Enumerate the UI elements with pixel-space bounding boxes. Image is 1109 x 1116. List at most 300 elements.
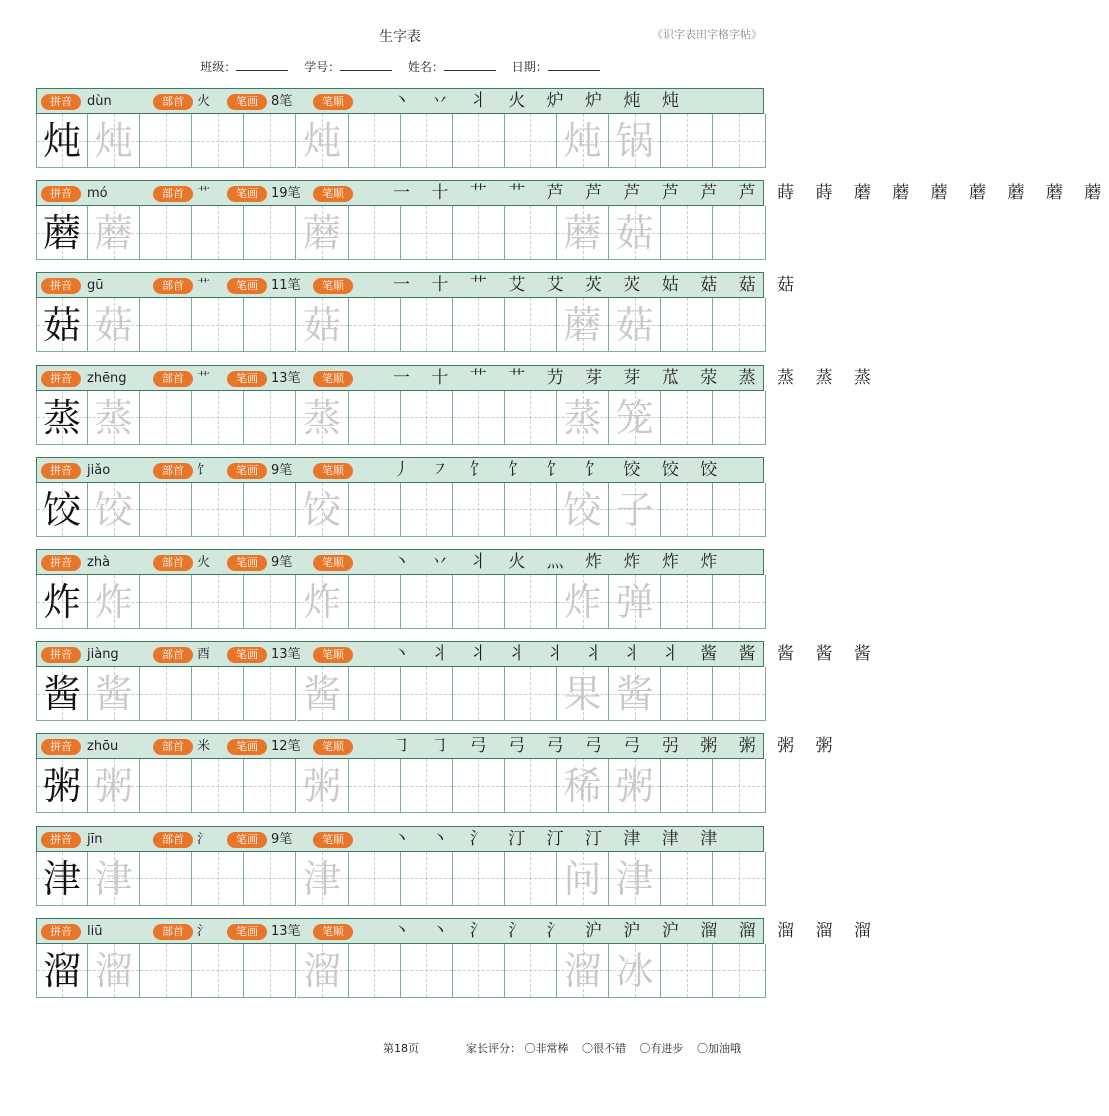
practice-cell[interactable] — [453, 391, 505, 445]
stroke-order-sequence: 一 十 艹 艾 艾 苂 苂 姑 菇 菇 菇 — [393, 275, 803, 296]
pinyin-value: jīn — [87, 831, 103, 847]
practice-cell[interactable] — [609, 391, 661, 445]
practice-cell[interactable] — [297, 667, 349, 721]
practice-cell[interactable] — [297, 391, 349, 445]
stroke-count-label: 笔画 — [227, 647, 267, 663]
stroke-order-label: 笔顺 — [313, 278, 353, 294]
pinyin-label: 拼音 — [41, 278, 81, 294]
trace-char: 酱 — [303, 672, 342, 717]
practice-cell[interactable] — [557, 298, 609, 352]
stroke-order-sequence: 丶 丶 氵 氵 氵 沪 沪 沪 溜 溜 溜 溜 溜 — [393, 920, 879, 941]
practice-cell[interactable] — [140, 298, 192, 352]
stroke-count-label: 笔画 — [227, 555, 267, 571]
practice-cell[interactable] — [349, 759, 401, 813]
pinyin-label: 拼音 — [41, 739, 81, 755]
practice-cell[interactable] — [88, 391, 140, 445]
stroke-count-label: 笔画 — [227, 924, 267, 940]
practice-cell[interactable] — [349, 206, 401, 260]
practice-cell[interactable] — [453, 667, 505, 721]
date-blank[interactable] — [548, 60, 600, 71]
class-blank[interactable] — [236, 60, 288, 71]
stroke-count-label: 笔画 — [227, 278, 267, 294]
word-char-2: 锅 — [615, 119, 654, 163]
practice-cell[interactable] — [713, 391, 766, 445]
practice-cell[interactable] — [36, 667, 88, 721]
pinyin-value: gū — [87, 278, 104, 294]
practice-cell[interactable] — [453, 852, 505, 906]
char-block — [36, 365, 879, 445]
practice-cell[interactable] — [609, 114, 661, 168]
char-block — [36, 457, 766, 537]
practice-cell[interactable] — [297, 114, 349, 168]
char-block — [36, 641, 879, 721]
stroke-order-label: 笔顺 — [313, 463, 353, 479]
model-char: 粥 — [43, 764, 82, 809]
practice-grid — [36, 852, 766, 906]
practice-grid — [36, 298, 766, 352]
char-block — [36, 918, 879, 998]
practice-cell[interactable] — [401, 575, 453, 629]
stroke-order-label: 笔顺 — [313, 924, 353, 940]
practice-cell[interactable] — [505, 483, 557, 537]
practice-cell[interactable] — [244, 114, 296, 168]
practice-cell[interactable] — [140, 483, 192, 537]
practice-cell[interactable] — [192, 944, 244, 998]
word-char-2: 菇 — [615, 303, 654, 348]
pinyin-value: jiǎo — [87, 462, 111, 478]
trace-char: 炖 — [94, 119, 133, 163]
practice-cell[interactable] — [557, 206, 609, 260]
word-char-1: 蘑 — [563, 303, 602, 348]
word-char-2: 酱 — [615, 672, 654, 717]
practice-cell[interactable] — [453, 575, 505, 629]
word-char-1: 蒸 — [563, 395, 602, 440]
practice-cell[interactable] — [661, 944, 713, 998]
practice-cell[interactable] — [88, 944, 140, 998]
student-id-blank[interactable] — [340, 60, 392, 71]
pinyin-value: mó — [87, 186, 108, 202]
word-char-2: 粥 — [615, 764, 654, 809]
radical-label: 部首 — [153, 647, 193, 663]
stroke-order-label: 笔顺 — [313, 94, 353, 110]
practice-cell[interactable] — [88, 575, 140, 629]
practice-cell[interactable] — [713, 759, 766, 813]
practice-cell[interactable] — [557, 944, 609, 998]
radical-label: 部首 — [153, 555, 193, 571]
practice-cell[interactable] — [453, 944, 505, 998]
model-char: 菇 — [43, 303, 82, 348]
practice-grid — [36, 114, 766, 168]
practice-cell[interactable] — [557, 483, 609, 537]
practice-cell[interactable] — [192, 852, 244, 906]
practice-cell[interactable] — [505, 944, 557, 998]
practice-cell[interactable] — [661, 759, 713, 813]
radical-label: 部首 — [153, 186, 193, 202]
char-block — [36, 549, 766, 629]
stroke-order-label: 笔顺 — [313, 647, 353, 663]
radical-label: 部首 — [153, 463, 193, 479]
char-block — [36, 272, 803, 352]
practice-cell[interactable] — [661, 852, 713, 906]
pinyin-label: 拼音 — [41, 924, 81, 940]
practice-cell[interactable] — [453, 483, 505, 537]
char-block — [36, 88, 766, 168]
practice-cell[interactable] — [557, 759, 609, 813]
practice-cell[interactable] — [244, 759, 296, 813]
practice-cell[interactable] — [297, 483, 349, 537]
pinyin-label: 拼音 — [41, 94, 81, 110]
pinyin-value: zhēng — [87, 370, 127, 386]
practice-cell[interactable] — [36, 852, 88, 906]
page-title: 生字表 — [379, 29, 421, 45]
practice-cell[interactable] — [36, 114, 88, 168]
practice-grid — [36, 483, 766, 537]
practice-cell[interactable] — [661, 206, 713, 260]
stroke-count-value: 9笔 — [271, 462, 293, 478]
practice-cell[interactable] — [401, 944, 453, 998]
practice-cell[interactable] — [713, 944, 766, 998]
model-char: 酱 — [43, 672, 82, 717]
practice-cell[interactable] — [609, 206, 661, 260]
practice-cell[interactable] — [505, 206, 557, 260]
practice-cell[interactable] — [349, 944, 401, 998]
practice-cell[interactable] — [557, 667, 609, 721]
practice-cell[interactable] — [36, 391, 88, 445]
practice-cell[interactable] — [661, 391, 713, 445]
practice-cell[interactable] — [713, 575, 766, 629]
practice-cell[interactable] — [297, 759, 349, 813]
word-char-2: 津 — [615, 856, 654, 901]
practice-cell[interactable] — [244, 852, 296, 906]
practice-cell[interactable] — [244, 391, 296, 445]
practice-cell[interactable] — [505, 575, 557, 629]
info-line — [0, 58, 800, 75]
char-header — [36, 365, 879, 391]
practice-cell[interactable] — [297, 575, 349, 629]
pinyin-label: 拼音 — [41, 647, 81, 663]
stroke-order-sequence: 丶 丷 丬 火 炉 炉 炖 炖 — [393, 91, 687, 111]
radical-value: 艹 — [197, 278, 211, 294]
practice-cell[interactable] — [140, 944, 192, 998]
practice-cell[interactable] — [192, 667, 244, 721]
stroke-count-label: 笔画 — [227, 94, 267, 110]
pinyin-value: zhōu — [87, 739, 119, 755]
practice-cell[interactable] — [36, 944, 88, 998]
practice-cell[interactable] — [88, 114, 140, 168]
practice-cell[interactable] — [349, 575, 401, 629]
stroke-count-label: 笔画 — [227, 832, 267, 848]
practice-cell[interactable] — [505, 759, 557, 813]
word-char-1: 问 — [563, 856, 602, 901]
practice-cell[interactable] — [609, 483, 661, 537]
pinyin-label: 拼音 — [41, 463, 81, 479]
practice-cell[interactable] — [192, 114, 244, 168]
word-char-1: 饺 — [563, 487, 602, 532]
practice-cell[interactable] — [505, 298, 557, 352]
stroke-order-sequence: ㇆ ㇆ 弓 弓 弓 弓 弓 弜 粥 粥 粥 粥 — [393, 736, 841, 757]
practice-cell[interactable] — [140, 759, 192, 813]
practice-cell[interactable] — [36, 206, 88, 260]
practice-cell[interactable] — [713, 298, 766, 352]
practice-cell[interactable] — [88, 298, 140, 352]
practice-cell[interactable] — [401, 759, 453, 813]
pinyin-label: 拼音 — [41, 832, 81, 848]
trace-char: 粥 — [94, 764, 133, 809]
stroke-count-value: 8笔 — [271, 94, 293, 109]
stroke-order-sequence: 丶 丬 丬 丬 丬 丬 丬 丬 酱 酱 酱 酱 酱 — [393, 644, 879, 665]
practice-cell[interactable] — [505, 852, 557, 906]
practice-cell[interactable] — [557, 575, 609, 629]
model-char: 蘑 — [43, 211, 82, 256]
trace-char: 粥 — [303, 764, 342, 809]
practice-cell[interactable] — [244, 206, 296, 260]
practice-cell[interactable] — [349, 667, 401, 721]
stroke-count-label: 笔画 — [227, 463, 267, 479]
word-char-2: 菇 — [615, 211, 654, 256]
practice-cell[interactable] — [401, 298, 453, 352]
model-char: 炸 — [43, 580, 82, 624]
word-char-1: 溜 — [563, 948, 602, 993]
practice-cell[interactable] — [349, 483, 401, 537]
practice-cell[interactable] — [505, 667, 557, 721]
practice-cell[interactable] — [349, 852, 401, 906]
practice-cell[interactable] — [297, 298, 349, 352]
date-label: 日期： — [511, 60, 548, 74]
char-header — [36, 826, 764, 852]
stroke-count-value: 19笔 — [271, 186, 301, 202]
practice-cell[interactable] — [244, 944, 296, 998]
pinyin-value: zhà — [87, 555, 111, 570]
trace-char: 酱 — [94, 672, 133, 717]
stroke-order-sequence: 一 十 艹 艹 芦 芦 芦 芦 芦 芦 蒔 蒔 蘑 蘑 蘑 蘑 蘑 蘑 蘑 — [393, 183, 1109, 204]
practice-cell[interactable] — [140, 667, 192, 721]
student-id-label: 学号： — [304, 60, 341, 74]
practice-cell[interactable] — [192, 483, 244, 537]
radical-label: 部首 — [153, 94, 193, 110]
pinyin-value: liū — [87, 923, 103, 939]
trace-char: 炖 — [303, 119, 342, 163]
date-field[interactable] — [512, 60, 600, 74]
radical-value: 氵 — [197, 831, 211, 847]
word-char-2: 弹 — [615, 580, 654, 624]
pinyin-value: dùn — [87, 94, 112, 109]
practice-cell[interactable] — [401, 667, 453, 721]
model-char: 溜 — [43, 948, 82, 993]
stroke-order-label: 笔顺 — [313, 371, 353, 387]
practice-cell[interactable] — [453, 114, 505, 168]
practice-cell[interactable] — [192, 759, 244, 813]
char-header — [36, 88, 764, 114]
practice-cell[interactable] — [401, 206, 453, 260]
practice-cell[interactable] — [297, 206, 349, 260]
word-char-2: 笼 — [615, 395, 654, 440]
practice-cell[interactable] — [713, 483, 766, 537]
practice-cell[interactable] — [713, 667, 766, 721]
rating-option-keep-going[interactable]: 〇加油哦 — [697, 1042, 741, 1055]
practice-cell[interactable] — [244, 298, 296, 352]
word-char-2: 子 — [615, 487, 654, 532]
practice-cell[interactable] — [349, 114, 401, 168]
pinyin-value: jiàng — [87, 647, 119, 663]
practice-cell[interactable] — [88, 483, 140, 537]
practice-cell[interactable] — [453, 759, 505, 813]
char-header — [36, 272, 803, 298]
char-block — [36, 826, 766, 906]
practice-cell[interactable] — [661, 575, 713, 629]
practice-cell[interactable] — [557, 852, 609, 906]
practice-cell[interactable] — [140, 575, 192, 629]
practice-cell[interactable] — [661, 298, 713, 352]
trace-char: 津 — [94, 856, 133, 901]
practice-cell[interactable] — [401, 852, 453, 906]
practice-grid — [36, 667, 766, 721]
pinyin-label: 拼音 — [41, 186, 81, 202]
practice-cell[interactable] — [192, 206, 244, 260]
practice-cell[interactable] — [609, 667, 661, 721]
word-char-1: 果 — [563, 672, 602, 717]
stroke-count-value: 9笔 — [271, 555, 293, 570]
practice-cell[interactable] — [713, 206, 766, 260]
stroke-order-label: 笔顺 — [313, 186, 353, 202]
practice-cell[interactable] — [140, 114, 192, 168]
practice-grid — [36, 575, 766, 629]
word-char-1: 炖 — [563, 119, 602, 163]
practice-cell[interactable] — [505, 114, 557, 168]
char-header — [36, 918, 879, 944]
name-field[interactable] — [408, 60, 496, 74]
trace-char: 菇 — [94, 303, 133, 348]
practice-cell[interactable] — [557, 114, 609, 168]
trace-char: 炸 — [303, 580, 342, 624]
rating-option-excellent[interactable]: 〇非常棒 — [524, 1042, 569, 1055]
rating-label: 家长评分： — [466, 1042, 521, 1055]
practice-cell[interactable] — [244, 575, 296, 629]
word-char-1: 蘑 — [563, 211, 602, 256]
practice-cell[interactable] — [609, 852, 661, 906]
char-block — [36, 733, 841, 813]
practice-cell[interactable] — [140, 206, 192, 260]
radical-label: 部首 — [153, 278, 193, 294]
rating-option-progress[interactable]: 〇有进步 — [639, 1042, 684, 1055]
trace-char: 饺 — [303, 487, 342, 532]
model-char: 津 — [43, 856, 82, 901]
practice-cell[interactable] — [88, 667, 140, 721]
stroke-order-label: 笔顺 — [313, 555, 353, 571]
trace-char: 溜 — [94, 948, 133, 993]
practice-cell[interactable] — [349, 391, 401, 445]
stroke-count-value: 13笔 — [271, 370, 301, 386]
radical-value: 饣 — [197, 462, 211, 478]
rating-option-good[interactable]: 〇很不错 — [582, 1042, 626, 1055]
practice-cell[interactable] — [36, 483, 88, 537]
stroke-count-value: 9笔 — [271, 831, 293, 847]
radical-value: 米 — [197, 739, 211, 755]
practice-cell[interactable] — [401, 114, 453, 168]
practice-cell[interactable] — [36, 759, 88, 813]
practice-cell[interactable] — [609, 759, 661, 813]
practice-cell[interactable] — [192, 391, 244, 445]
radical-value: 火 — [197, 555, 211, 570]
student-id-field[interactable] — [304, 60, 392, 74]
practice-cell[interactable] — [88, 852, 140, 906]
practice-cell[interactable] — [192, 575, 244, 629]
trace-char: 蘑 — [303, 211, 342, 256]
practice-cell[interactable] — [88, 206, 140, 260]
stroke-count-label: 笔画 — [227, 371, 267, 387]
model-char: 蒸 — [43, 395, 82, 440]
practice-cell[interactable] — [244, 667, 296, 721]
practice-cell[interactable] — [661, 667, 713, 721]
stroke-order-sequence: 丶 丷 丬 火 灬 炸 炸 炸 炸 — [393, 552, 726, 572]
practice-cell[interactable] — [609, 298, 661, 352]
stroke-count-value: 11笔 — [271, 278, 301, 294]
parent-rating — [466, 1040, 751, 1056]
stroke-order-label: 笔顺 — [313, 739, 353, 755]
practice-cell[interactable] — [88, 759, 140, 813]
practice-cell[interactable] — [557, 391, 609, 445]
pinyin-label: 拼音 — [41, 371, 81, 387]
radical-value: 氵 — [197, 923, 211, 939]
char-header — [36, 549, 764, 575]
practice-cell[interactable] — [453, 206, 505, 260]
practice-cell[interactable] — [661, 114, 713, 168]
model-char: 炖 — [43, 119, 82, 163]
practice-cell[interactable] — [140, 852, 192, 906]
practice-cell[interactable] — [140, 391, 192, 445]
trace-char: 蒸 — [303, 395, 342, 440]
stroke-order-sequence: 一 十 艹 艹 芀 芽 芽 苽 荥 蒸 蒸 蒸 蒸 — [393, 367, 879, 388]
practice-cell[interactable] — [609, 944, 661, 998]
class-field[interactable] — [200, 60, 288, 74]
practice-cell[interactable] — [401, 483, 453, 537]
word-char-1: 稀 — [563, 764, 602, 809]
stroke-order-sequence: 丿 ㇇ 饣 饣 饣 饣 饺 饺 饺 — [393, 459, 726, 480]
trace-char: 饺 — [94, 487, 133, 532]
practice-cell[interactable] — [401, 391, 453, 445]
radical-label: 部首 — [153, 739, 193, 755]
practice-cell[interactable] — [349, 298, 401, 352]
trace-char: 津 — [303, 856, 342, 901]
char-header — [36, 733, 841, 759]
char-block — [36, 180, 1109, 260]
stroke-count-value: 13笔 — [271, 647, 301, 663]
practice-cell[interactable] — [36, 575, 88, 629]
practice-cell[interactable] — [192, 298, 244, 352]
practice-cell[interactable] — [297, 944, 349, 998]
practice-cell[interactable] — [609, 575, 661, 629]
name-label: 姓名： — [407, 60, 444, 74]
practice-cell[interactable] — [453, 298, 505, 352]
radical-value: 艹 — [197, 186, 211, 202]
practice-cell[interactable] — [297, 852, 349, 906]
word-char-1: 炸 — [563, 580, 602, 624]
pinyin-label: 拼音 — [41, 555, 81, 571]
practice-cell[interactable] — [36, 298, 88, 352]
trace-char: 溜 — [303, 948, 342, 993]
practice-cell[interactable] — [713, 852, 766, 906]
word-char-2: 冰 — [615, 948, 654, 993]
class-label: 班级： — [200, 60, 237, 74]
trace-char: 菇 — [303, 303, 342, 348]
name-blank[interactable] — [444, 60, 496, 71]
book-tag: 《识字表田字格字帖》 — [652, 28, 762, 41]
radical-value: 火 — [197, 94, 211, 109]
practice-cell[interactable] — [713, 114, 766, 168]
practice-cell[interactable] — [244, 483, 296, 537]
stroke-order-label: 笔顺 — [313, 832, 353, 848]
practice-cell[interactable] — [661, 483, 713, 537]
practice-cell[interactable] — [505, 391, 557, 445]
